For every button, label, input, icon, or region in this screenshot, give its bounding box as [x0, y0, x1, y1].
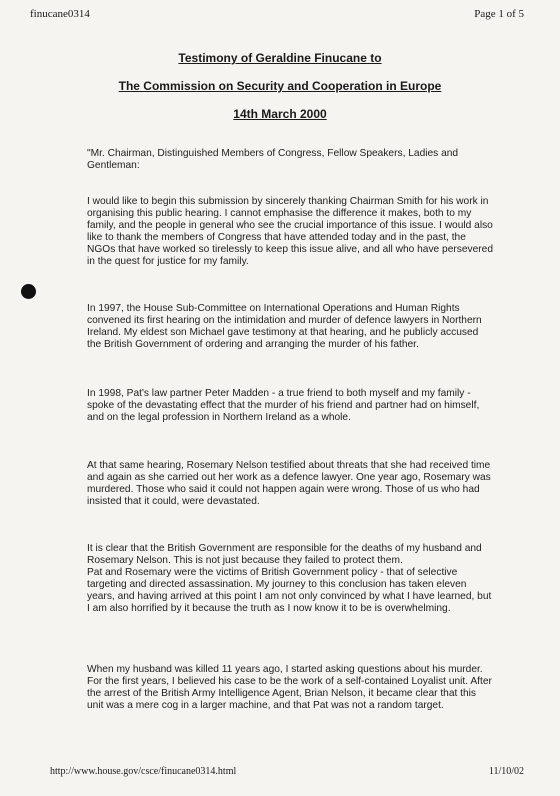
paragraph-thanks: I would like to begin this submission by sincerely thanking Chairman Smith for his work in organising this public hearing. I cannot emphasise the difference it makes, both to my family, and the people in general who see the crucial importance of this issue. I would also like to thank the members of Congress that have attended today and in the past, the NGOs that have worked so tirelessly to keep this issue alive, and all who have persevered in the quest for justice for my family. [87, 196, 494, 267]
punch-hole-mark [21, 284, 36, 299]
paragraph-government-responsibility: It is clear that the British Government are responsible for the deaths of my husband and Rosemary Nelson. This is not just because they failed to protect them. Pat and Rosemary were the victims of British Government policy - that of selective targeting and directed assassination. My journey to this conclusion has taken eleven years, and having arrived at this point I am not only convinced by what I have learned, but I am also horrified by it because the truth as I now know it to be is overwhelming. [87, 543, 492, 614]
header-doc-id: finucane0314 [30, 8, 90, 20]
footer-date: 11/10/02 [488, 766, 524, 777]
paragraph-investigation: When my husband was killed 11 years ago, I started asking questions about his murder. For the first years, I believed his case to be the work of a self-contained Loyalist unit. After the arrest of the British Army Intelligence Agent, Brian Nelson, it became clear that this unit was a mere cog in a larger machine, and that Pat was not a random target. [87, 664, 492, 711]
title-date: 14th March 2000 [233, 107, 327, 121]
title-line-1: Testimony of Geraldine Finucane to [178, 51, 382, 65]
header-page-number: Page 1 of 5 [474, 8, 524, 20]
footer-url: http://www.house.gov/csce/finucane0314.html [50, 766, 237, 777]
paragraph-salutation: "Mr. Chairman, Distinguished Members of Congress, Fellow Speakers, Ladies and Gentleman: [87, 148, 459, 171]
title-line-2: The Commission on Security and Cooperation in Europe [118, 79, 442, 93]
paragraph-1998-hearing: In 1998, Pat's law partner Peter Madden - a true friend to both myself and my family - spoke of the devastating effect that the murder of his friend and partner had on himself, and on the legal profession in Northern Ireland as a whole. [87, 388, 480, 423]
paragraph-1997-hearing: In 1997, the House Sub-Committee on International Operations and Human Rights convened its first hearing on the intimidation and murder of defence lawyers in Northern Ireland. My eldest son Michael gave testimony at that hearing, and he publicly accused the British Government of ordering and arranging the murder of his father. [87, 303, 482, 350]
paragraph-rosemary-nelson: At that same hearing, Rosemary Nelson testified about threats that she had received time and again as she carried out her work as a defence lawyer. One year ago, Rosemary was murdered. Those who said it could not happen again were wrong. Those of us who had insisted that it could, were devastated. [87, 460, 491, 507]
